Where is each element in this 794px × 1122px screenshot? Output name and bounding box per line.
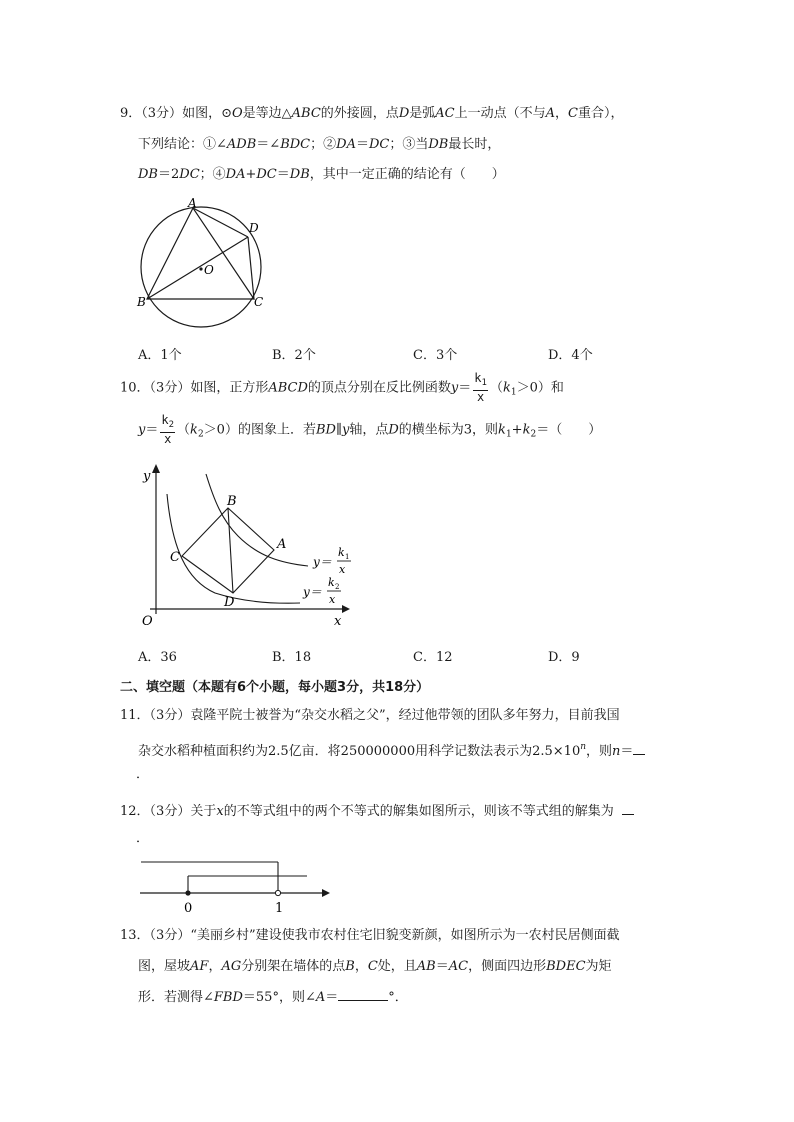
circle-symbol-icon: ⊙ [221,106,232,121]
q11-number: 11． [120,708,150,723]
q13-line1 [120,927,620,945]
q9-var: DB [289,167,310,182]
q13-answer-blank[interactable] [338,988,388,1001]
q13-line3 [138,988,408,1007]
q10-text: 如图，正方形 [190,380,269,396]
q9-text: ，其中一定正确的结论有（ ） [309,167,505,182]
q9-text: 如图， [182,106,222,121]
q10-var: D [388,422,399,438]
q9-text: ＝ [355,137,369,152]
q13-var: C [367,959,378,974]
q13-text: ， [354,959,368,974]
tick-label-one: 1 [275,901,284,916]
frac-num: k [474,371,482,385]
q9-text: ；④ [199,167,226,182]
frac-sub: 2 [168,420,175,430]
q9-var: DC [179,167,200,182]
curve1-label-num: k [338,546,345,559]
q9-text: 是弧 [409,106,436,121]
q13-var: B [345,959,355,974]
origin-label: O [142,614,153,629]
q11-text: ，则 [586,744,613,759]
q9-var: AC [435,106,455,121]
q10-text: ＝ [458,380,472,396]
q11-score: （3分） [149,708,191,723]
q9-var: DC [256,167,277,182]
curve2-label-sub: 2 [335,583,340,591]
q9-var: A [545,106,556,121]
q9-var: DA [225,167,246,182]
frac-den: x [164,432,172,446]
q9-text: 最长时， [448,137,501,152]
q13-text: “美丽乡村”建设使我市农村住宅旧貌变新颜，如图所示为一农村民居侧面截 [190,928,620,943]
section2-heading: 二、填空题（本题有6个小题，每小题3分，共18分） [120,680,430,695]
q10-option-c[interactable]: C．12 [413,650,453,665]
curve1-label-y: y＝ [313,555,332,569]
q13-text: ， [208,959,222,974]
label-b: B [227,494,237,509]
q11-line3: ． [136,767,150,782]
q10-text: （ [177,422,191,438]
q10-text: ＞0）的图象上．若 [203,422,316,438]
q9-number: 9． [120,106,142,121]
q10-text: 的顶点分别在反比例函数 [307,380,451,396]
curve1-label-den: x [339,563,346,576]
label-b: B [137,295,146,309]
label-d: D [249,221,259,235]
q9-var: O [231,106,243,121]
q9-text: ， [555,106,569,121]
frac-sub: 1 [481,378,487,388]
q10-option-d[interactable]: D．9 [548,650,580,665]
q11-var: n [612,744,621,759]
q10-var: k [522,422,531,438]
curve2-label-num: k [328,576,335,589]
point-one-open [275,890,280,895]
q9-var: DB [428,137,449,152]
q10-var: BD [315,422,336,438]
q10-var: k [498,422,506,438]
q11-sup: n [580,742,587,752]
q9-var: DB [138,167,158,182]
frac-num: k [161,413,169,427]
point-zero-solid [185,890,190,895]
q9-text: + [245,167,257,182]
q10-var: y [450,380,459,396]
label-o: O [204,263,214,277]
curve1-label-sub: 1 [345,553,350,561]
q10-sub: 2 [530,429,537,440]
q10-score: （3分） [149,380,191,396]
q12-var: x [216,804,224,819]
y-axis-label: y [143,469,151,484]
q12-score: （3分） [149,804,191,819]
q13-var: FBD [213,990,243,1005]
q10-text: ＝（ ） [536,422,602,438]
q9-text: ＝2 [157,167,180,182]
q9-option-b[interactable]: B．2个 [272,348,316,363]
q9-var: C [568,106,578,121]
q10-var: y [138,422,146,438]
q10-sub: 1 [510,387,517,398]
q13-var: AG [221,959,242,974]
q9-text: ；③当 [389,137,429,152]
q10-var: ABCD [268,380,308,396]
q10-text: ∥ [335,422,342,438]
q10-text: （ [489,380,503,396]
q9-text: ＝∠ [256,137,281,152]
q10-number: 10． [120,380,150,396]
q9-var: BDC [280,137,311,152]
label-d: D [224,595,235,610]
label-c: C [170,550,180,565]
q13-text: ，侧面四边形 [468,959,547,974]
q9-var: D [398,106,410,121]
q9-var: ADB [226,137,257,152]
q9-var: ABC [291,106,321,121]
label-c: C [254,295,264,309]
q12-number: 12． [120,804,150,819]
q10-sub: 1 [505,429,512,440]
q10-var: y [341,422,350,438]
q13-text: 形．若测得∠ [138,990,214,1005]
curve2-label-den: x [329,593,336,606]
q9-text: 是等边△ [242,106,292,121]
q11-text: 袁隆平院士被誉为“杂交水稻之父”，经过他带领的团队多年努力，目前我国 [190,708,620,723]
q10-text: ＝ [145,422,159,438]
q13-line2 [138,958,612,976]
q12-line2: ． [136,831,150,846]
q10-sub: 2 [197,429,204,440]
q13-var: A [315,990,326,1005]
q10-var: k [502,380,511,396]
q9-score: （3分） [141,106,183,121]
q9-option-d[interactable]: D．4个 [548,348,593,363]
q9-text: 下列结论：①∠ [138,137,227,152]
q9-text: 重合）， [577,106,624,121]
number-line-arrow-icon [322,889,330,897]
q13-score: （3分） [149,928,191,943]
q13-text: 分别架在墙体的点 [241,959,346,974]
q13-var: AC [448,959,469,974]
q10-option-a[interactable]: A．36 [138,650,177,665]
tick-label-zero: 0 [184,901,193,916]
q10-option-b[interactable]: B．18 [272,650,312,665]
q9-text: 上一动点（不与 [454,106,546,121]
label-a: A [188,196,197,210]
q13-text: ＝ [325,990,339,1005]
q13-text: 为矩 [585,959,612,974]
q9-text: ；② [310,137,337,152]
label-a: A [277,537,287,552]
q12-text: 关于 [190,804,217,819]
q11-text: ＝ [620,744,634,759]
q13-var: BDEC [546,959,586,974]
q9-var: DA [336,137,356,152]
q13-text: ＝55°，则∠ [242,990,316,1005]
q13-var: AB [416,959,436,974]
curve2-label-y: y＝ [303,585,322,599]
q13-number: 13． [120,928,150,943]
q10-text: + [511,422,523,438]
q9-text: ＝ [276,167,290,182]
q10-text: 的横坐标为3，则 [398,422,499,438]
q9-text: 的外接圆，点 [320,106,399,121]
q11-text: 杂交水稻种植面积约为2.5亿亩．将250000000用科学记数法表示为2.5×10 [138,744,581,759]
q12-text: 的不等式组中的两个不等式的解集如图所示，则该不等式组的解集为 [223,804,614,819]
q10-var: k [190,422,198,438]
q9-var: DC [368,137,390,152]
q13-text: 图，屋坡 [138,959,191,974]
q13-text: °． [388,990,408,1005]
q13-text: ＝ [435,959,449,974]
q9-option-a[interactable]: A．1个 [138,348,182,363]
q13-var: AF [190,959,209,974]
x-axis-label: x [334,614,342,629]
q10-text: 轴，点 [349,422,389,438]
q10-text: ＞0）和 [516,380,564,396]
frac-den: x [477,390,485,404]
q9-option-c[interactable]: C．3个 [413,348,458,363]
q13-text: 处，且 [377,959,417,974]
